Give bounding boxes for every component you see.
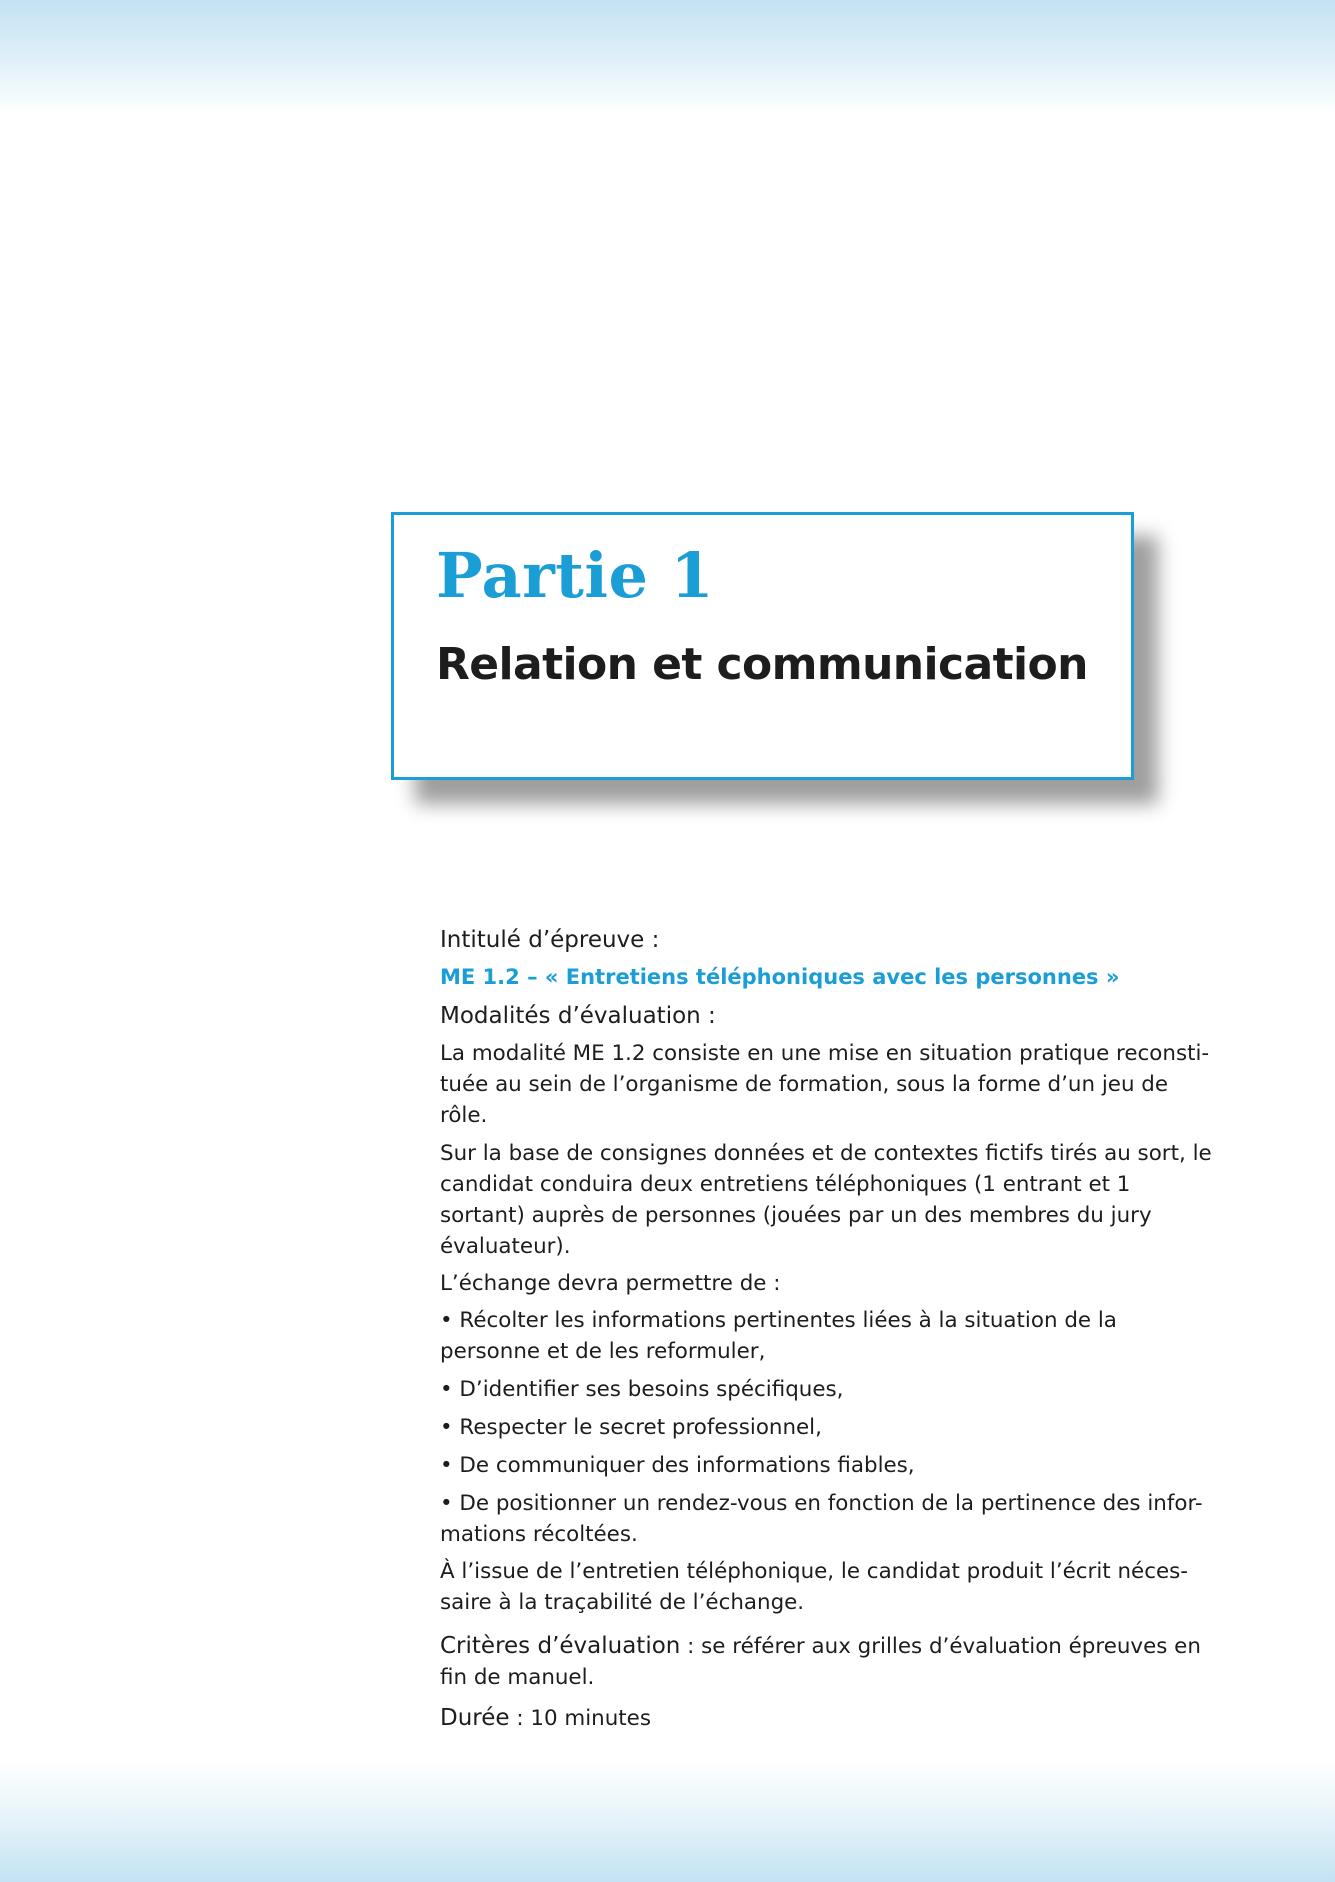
duree-paragraph [440,1702,1222,1734]
bullet-item: • De positionner un rendez-vous en fonction de la pertinence des infor-mations récoltées. [440,1488,1222,1550]
criteres-label: Critères d’évaluation [440,1633,681,1659]
top-gradient-band [0,0,1335,115]
bottom-gradient-band [0,1760,1335,1882]
duree-text: : 10 minutes [509,1706,651,1731]
modalites-paragraph-2: Sur la base de consignes données et de contextes fictifs tirés au sort, le candidat conduira deux entretiens téléphoniques (1 entrant et 1 sortant) auprès de personnes (jouées par un des membres du jury évaluateur). [440,1141,1212,1259]
part-title-box [391,512,1134,780]
exam-description [440,924,1222,1734]
part-number: Partie 1 [436,539,715,612]
part-title: Relation et communication [436,639,1088,690]
criteres-paragraph [440,1630,1222,1693]
bullet-item: • De communiquer des informations fiables, [440,1450,1222,1481]
bullet-item: • D’identifier ses besoins spécifiques, [440,1374,1222,1405]
exam-title: ME 1.2 – « Entretiens téléphoniques avec les personnes » [440,965,1120,989]
criteres-text: : se référer aux grilles d’évaluation épreuves en fin de manuel. [440,1634,1201,1690]
echange-intro: L’échange devra permettre de : [440,1271,781,1296]
modalites-label: Modalités d’évaluation : [440,1003,716,1029]
intitule-label: Intitulé d’épreuve : [440,927,660,953]
issue-paragraph: À l’issue de l’entretien téléphonique, le candidat produit l’écrit néces-saire à la traçabilité de l’échange. [440,1559,1188,1615]
bullet-item: • Respecter le secret professionnel, [440,1412,1222,1443]
duree-label: Durée [440,1705,510,1731]
bullet-item: • Récolter les informations pertinentes liées à la situation de la personne et de les reformuler, [440,1305,1222,1367]
modalites-paragraph-1: La modalité ME 1.2 consiste en une mise en situation pratique reconsti-tuée au sein de l’organisme de formation, sous la forme d’un jeu de rôle. [440,1041,1210,1128]
